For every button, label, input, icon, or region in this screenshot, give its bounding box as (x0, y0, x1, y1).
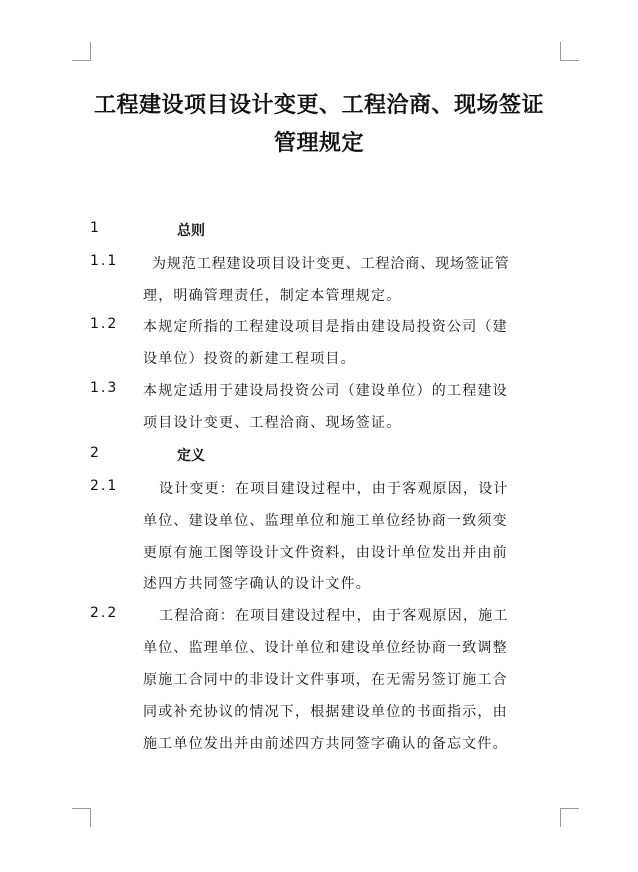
document-title-line2: 管理规定 (273, 130, 364, 156)
clause-2-1-line2: 单位、建设单位、监理单位和施工单位经协商一致须变 (143, 513, 508, 529)
crop-mark-top-left (72, 42, 91, 61)
crop-mark-top-right (560, 42, 579, 61)
section-1-heading: 总则 (177, 223, 205, 239)
clause-2-2-line2: 单位、监理单位、设计单位和建设单位经协商一致调整 (143, 640, 508, 656)
clause-1-1-number: 1.1 (90, 253, 119, 269)
clause-2-2-number: 2.2 (90, 605, 119, 621)
crop-mark-bottom-left (72, 808, 91, 827)
clause-2-1-number: 2.1 (90, 478, 119, 494)
clause-2-1-line1: 设计变更：在项目建设过程中，由于客观原因，设计 (159, 481, 509, 497)
clause-2-1-line3: 更原有施工图等设计文件资料，由设计单位发出并由前 (143, 545, 508, 561)
crop-mark-bottom-right (560, 808, 579, 827)
clause-2-2-line5: 施工单位发出并由前述四方共同签字确认的备忘文件。 (143, 736, 508, 752)
clause-1-3-line2: 项目设计变更、工程洽商、现场签证。 (143, 415, 402, 431)
document-title-line1: 工程建设项目设计变更、工程洽商、现场签证 (93, 92, 544, 118)
section-2-heading: 定义 (177, 448, 205, 464)
clause-2-2-line3: 原施工合同中的非设计文件事项，在无需另签订施工合 (143, 672, 508, 688)
clause-1-2-number: 1.2 (90, 316, 119, 332)
section-2-number: 2 (90, 445, 101, 461)
clause-1-3-line1: 本规定适用于建设局投资公司（建设单位）的工程建设 (143, 383, 508, 399)
clause-1-1-line2: 理，明确管理责任，制定本管理规定。 (143, 288, 402, 304)
clause-1-1-line1: 为规范工程建设项目设计变更、工程洽商、现场签证管 (152, 256, 510, 272)
clause-2-2-line4: 同或补充协议的情况下，根据建设单位的书面指示，由 (143, 704, 508, 720)
clause-2-2-line1: 工程洽商：在项目建设过程中，由于客观原因，施工 (159, 608, 509, 624)
clause-1-2-line1: 本规定所指的工程建设项目是指由建设局投资公司（建 (143, 319, 508, 335)
section-1-number: 1 (90, 220, 101, 236)
clause-1-2-line2: 设单位）投资的新建工程项目。 (143, 351, 356, 367)
clause-2-1-line4: 述四方共同签字确认的设计文件。 (143, 576, 371, 592)
clause-1-3-number: 1.3 (90, 380, 119, 396)
